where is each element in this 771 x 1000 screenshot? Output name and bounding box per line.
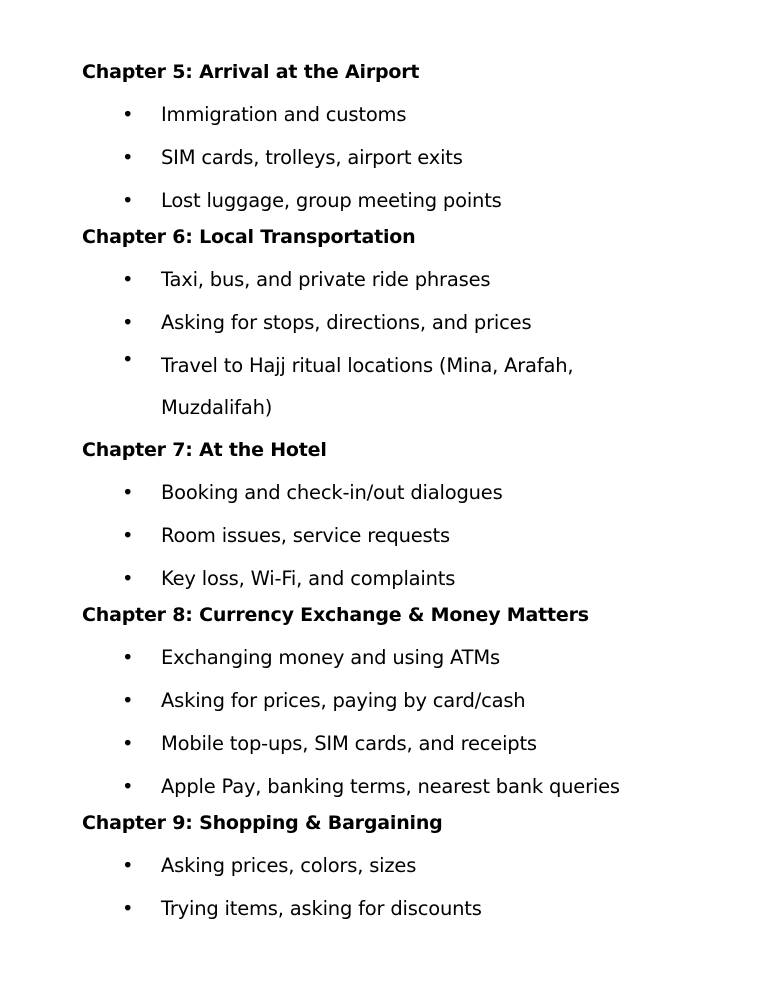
list-item: [82, 772, 722, 802]
list-item-text: SIM cards, trolleys, airport exits: [161, 146, 463, 169]
bullet-icon: •: [122, 689, 134, 712]
bullet-icon: •: [122, 854, 134, 877]
list-item-text: Travel to Hajj ritual locations (Mina, Arafah, Muzdalifah): [161, 354, 574, 419]
list-item-text: Booking and check-in/out dialogues: [161, 481, 503, 504]
bullet-icon: •: [122, 103, 134, 126]
list-item: [82, 186, 722, 216]
bullet-icon: •: [122, 146, 134, 169]
list-item-text: Asking for prices, paying by card/cash: [161, 689, 526, 712]
chapter-section: [82, 57, 722, 216]
list-item: [82, 521, 722, 551]
chapter-topic-list: [82, 100, 722, 216]
chapter-heading: Chapter 7: At the Hotel: [82, 439, 327, 461]
chapter-topic-list: [82, 643, 722, 802]
bullet-icon: •: [122, 567, 134, 590]
chapter-section: [82, 808, 722, 924]
bullet-icon: •: [122, 268, 134, 291]
list-item: [82, 478, 722, 508]
chapter-section: [82, 600, 722, 802]
list-item: [82, 851, 722, 881]
chapter-topic-list: [82, 851, 722, 924]
list-item: [82, 265, 722, 295]
chapter-section: [82, 435, 722, 594]
chapter-section: [82, 222, 722, 429]
bullet-icon: •: [122, 189, 134, 212]
list-item: [82, 308, 722, 338]
list-item: [82, 564, 722, 594]
list-item: [82, 894, 722, 924]
list-item-text: Asking prices, colors, sizes: [161, 854, 417, 877]
bullet-icon: •: [122, 897, 134, 920]
bullet-icon: •: [122, 481, 134, 504]
list-item: [82, 345, 581, 429]
list-item-text: Room issues, service requests: [161, 524, 450, 547]
chapter-topic-list: [82, 265, 722, 429]
list-item-text: Taxi, bus, and private ride phrases: [161, 268, 491, 291]
chapter-heading: Chapter 6: Local Transportation: [82, 226, 416, 248]
list-item: [82, 643, 722, 673]
list-item-text: Asking for stops, directions, and prices: [161, 311, 532, 334]
list-item-text: Key loss, Wi-Fi, and complaints: [161, 567, 456, 590]
bullet-icon: •: [122, 775, 134, 798]
chapter-heading: Chapter 5: Arrival at the Airport: [82, 61, 420, 83]
list-item-text: Lost luggage, group meeting points: [161, 189, 502, 212]
list-item: [82, 100, 722, 130]
bullet-icon: •: [122, 311, 134, 334]
chapter-topic-list: [82, 478, 722, 594]
list-item-text: Trying items, asking for discounts: [161, 897, 482, 920]
bullet-icon: •: [122, 732, 134, 755]
chapter-heading: Chapter 9: Shopping & Bargaining: [82, 812, 443, 834]
list-item-text: Immigration and customs: [161, 103, 407, 126]
document-page: [82, 57, 722, 930]
list-item: [82, 686, 722, 716]
list-item-text: Exchanging money and using ATMs: [161, 646, 500, 669]
chapter-heading: Chapter 8: Currency Exchange & Money Matters: [82, 604, 589, 626]
list-item-text: Mobile top-ups, SIM cards, and receipts: [161, 732, 537, 755]
bullet-icon: •: [122, 348, 134, 371]
list-item: [82, 729, 722, 759]
list-item-text: Apple Pay, banking terms, nearest bank queries: [161, 775, 620, 798]
bullet-icon: •: [122, 646, 134, 669]
bullet-icon: •: [122, 524, 134, 547]
list-item: [82, 143, 722, 173]
